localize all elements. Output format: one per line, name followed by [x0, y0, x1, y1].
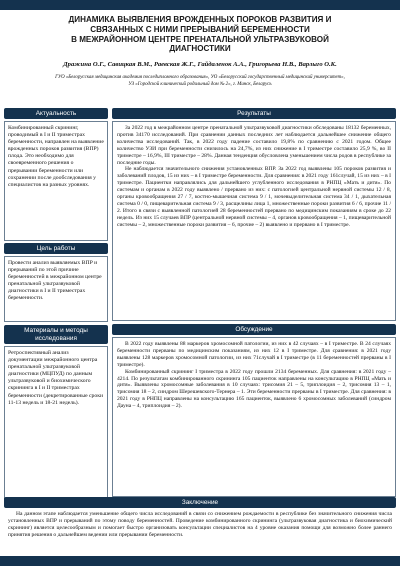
results-box [112, 121, 396, 321]
aim-box [4, 256, 108, 322]
results-paragraph-2: Не наблюдается значительного снижения установленных ВПР. За 2022 год выявлены 105 пороков развития и заболеваний плодов, 15 из них – в I триместре беременности. Для сравнения: в 2021 году 161случай, 15 из них – в I триместре. Пациентки направлялись для дальнейшего углубленного исследования в РНПЦ «Мать и дитя». По системам и органам в 2022 году выявлено / прервано из них: с патологией центральной нервной системы 12 / 8, органы кровообращения 27 / 7, костно-мышечная система 9 / 1, мочевыделительная система 34 / 1, дыхательная система 0 / 0, пищеварительная система 9 / 3, расщелины лица 1, множественные пороки развития 6 / 6, прочие 11 / 2. Итого в связи с выявленной патологией 28 беременностей прервано по медицинским показаниям в сроке до 22 недель. Из них 15 случаев ВПР (центральной нервной системы – 4, органов кровообращения – 1, пищеварительной системы – 2, множественные пороки развития – 6, прочие – 2) выявлено и прервано в I триместре. [117, 166, 391, 228]
relevance-box [4, 121, 108, 241]
discussion-paragraph-2: Комбинированный скрининг I триместра в 2022 году прошли 2134 беременных. Для сравнения: в 2021 году – 4214. По результатам комбинированного скрининга 105 пациенток направлены на консультацию в РНПЦ «Мать и дитя». Выявлены хромосомные заболевания в 10 случаях: трисомия 21 – 5, триплоидия – 2, трисомия 13 – 1, трисомия 18 – 2, синдром Шерешевского-Тернера – 1. Эти беременности прерваны в I триместре. Для сравнения: в 2021 году в РНПЦ направлены на консультацию 165 пациенток, выявлено 6 хромосомных заболеваний (синдром Дауна – 4, триплоидия – 2). [117, 368, 391, 410]
relevance-heading: Актуальность [4, 108, 108, 119]
affiliation-2: УЗ «Городской клинический родильный дом № 2», г. Минск, Беларусь [128, 82, 272, 88]
aim-text: Провести анализ выявляемых ВПР и прерываний по этой причине беременностей в межрайонном центре пренатальной ультразвуковой диагностики в I и II триместрах беременности. [8, 260, 102, 302]
top-bar [0, 0, 400, 10]
conclusion-text: На данном этапе наблюдается уменьшение общего числа исследований в связи со снижением рождаемости в республике без значительного снижения числа установленных ВПР и прерываний по этому поводу беременностей. Проведение комбинированного скрининга (ультразвуковая диагностика и биохимический скрининг) является целесообразным и помогает быстро организовать консультации специалистов на 4 уровне оказания помощи для возможно более раннего принятия решения о дальнейшем ведении или прерывании беременности. [8, 511, 392, 538]
affiliation-1: ГУО «Белорусская медицинская академия последипломного образования», УО «Белорусский государственный медицинский университет», [55, 75, 345, 81]
bottom-bar [0, 556, 400, 566]
conclusion-heading: Заключение [4, 497, 396, 508]
aim-heading: Цель работы [4, 243, 108, 254]
discussion-box [112, 337, 396, 497]
methods-box [4, 346, 108, 502]
relevance-text: Комбинированный скрининг, проводимый в I и II триместрах беременности, направлен на выявление врожденных пороков развития (ВПР) плода. Это необходимо для своевременного решения о прерывании беременности или сохранении после дообследования у специалистов на разных уровнях. [8, 125, 104, 188]
methods-heading [4, 325, 108, 344]
right-column [112, 108, 396, 497]
results-text [113, 122, 395, 231]
title-line-4: ДИАГНОСТИКИ [169, 44, 231, 54]
methods-text: Ретроспективный анализ документации межрайонного центра пренатальной ультразвуковой диагностики (МЦПУД) по данным ультразвуковой и биохимического скрининга в I и II триместрах беременности (декретированные сроки 11-13 недель и 18-21 недель). [8, 350, 104, 406]
title-line-1: ДИНАМИКА ВЫЯВЛЕНИЯ ВРОЖДЕННЫХ ПОРОКОВ РАЗВИТИЯ И [68, 15, 332, 24]
title-line-3: В МЕЖРАЙОННОМ ЦЕНТРЕ ПРЕНАТАЛЬНОЙ УЛЬТРАЗВУКОВОЙ [71, 34, 329, 44]
discussion-heading: Обсуждение [112, 324, 396, 335]
conclusion-section [4, 497, 396, 542]
authors: Дражина О.Г., Савицкая В.М., Раевская Ж.Г., Гайдаленок А.А., Григорьева Н.В., Варлыго О.К. [63, 61, 337, 69]
poster-title [8, 15, 392, 54]
methods-heading-line-1: Материалы и методы [24, 327, 88, 334]
left-column [4, 108, 108, 502]
discussion-paragraph-1: В 2022 году выявлены 88 маркеров хромосомной патологии, из них в 42 случаях – в I триместре. В 24 случаях беременности прерваны по медицинским показаниям, из них 12 в I триместре. Для сравнения: в 2021 году выявлены 128 маркеров хромосомной патологии, из них 71случай в I триместре (в 11 беременностей прерваны в I триместре). [117, 341, 391, 368]
methods-heading-line-2: исследования [35, 335, 77, 342]
poster-header [8, 12, 392, 108]
results-heading: Результаты [112, 108, 396, 119]
title-line-2: СВЯЗАННЫХ С НИМИ ПРЕРЫВАНИЙ БЕРЕМЕННОСТИ [90, 24, 310, 34]
discussion-text [113, 338, 395, 412]
results-paragraph-1: За 2022 год в межрайонном центре пренатальной ультразвуковой диагностики обследованы 18132 беременных, против 34170 исследований. При сравнении данных последних лет наблюдается дальнейшее снижение общего количества исследований. Так, в 2022 году падение составило 19,8% по сравнению с 2021 годом. Общее количество УЗИ при беременности снизилось на 24,7%, из них снижение в I триместре составило 25,9 %, во II триместре – 16,9%, III триместре – 28%. Данная тенденция обусловлена уменьшением числа родов в республике за последние годы. [117, 125, 391, 166]
